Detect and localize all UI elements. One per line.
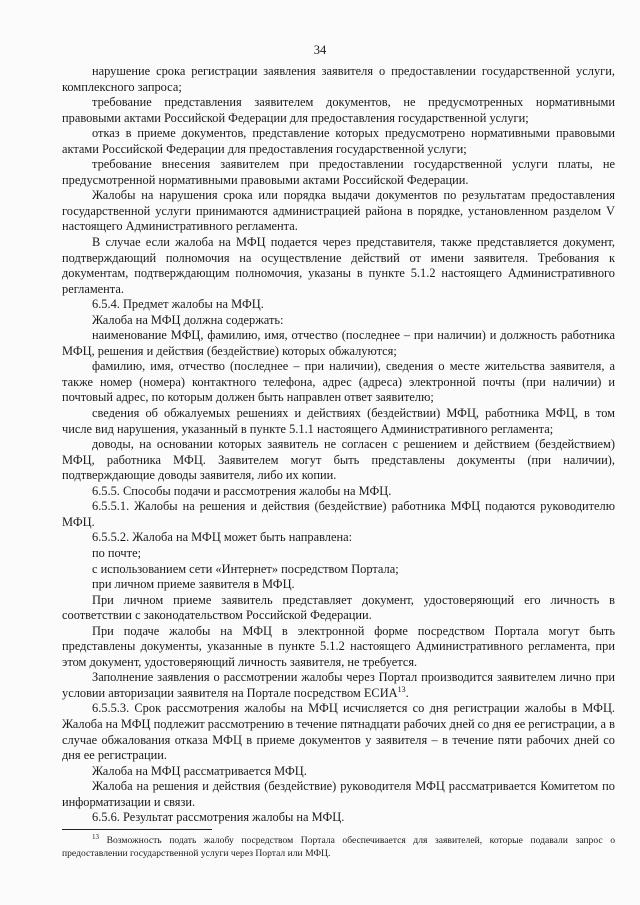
paragraph-text: Заполнение заявления о рассмотрении жалобы через Портал производится заявителем лично при условии авторизации заявителя на Портале посредством ЕСИА xyxy=(62,670,615,700)
section-heading: 6.5.4. Предмет жалобы на МФЦ. xyxy=(92,297,264,312)
paragraph: сведения об обжалуемых решениях и действиях (бездействии) МФЦ, работника МФЦ, в том числе вид нарушения, указанный в пункте 5.1.1 настоящего Административного регламента; xyxy=(62,406,615,436)
paragraph: Жалоба на МФЦ рассматривается МФЦ. xyxy=(92,763,307,778)
paragraph: требование представления заявителем документов, не предусмотренных нормативными правовыми актами Российской Федерации для предоставления государственной услуги; xyxy=(62,95,615,125)
paragraph: При личном приеме заявитель представляет документ, удостоверяющий его личность в соответствии с законодательством Российской Федерации. xyxy=(62,592,615,623)
footnote-mark: 13 xyxy=(92,832,99,841)
page-number: 34 xyxy=(313,43,327,57)
paragraph: 6.5.5.2. Жалоба на МФЦ может быть направлена: xyxy=(92,530,353,545)
footnote-divider xyxy=(62,829,212,830)
list-item: по почте; xyxy=(92,545,142,560)
paragraph: требование внесения заявителем при предоставлении государственной услуги платы, не предусмотренной нормативными правовыми актами Российской Федерации. xyxy=(62,157,615,187)
list-item: при личном приеме заявителя в МФЦ. xyxy=(92,577,295,592)
paragraph: 6.5.5.1. Жалобы на решения и действия (бездействие) работника МФЦ подаются руководителю МФЦ. xyxy=(62,499,615,529)
section-heading: 6.5.6. Результат рассмотрения жалобы на МФЦ. xyxy=(92,810,345,825)
body-text xyxy=(62,64,615,826)
footnote-reference[interactable]: 13 xyxy=(397,684,406,694)
footnote-text: Возможность подать жалобу посредством Портала обеспечивается для заявителей, которые подавали запрос о предоставлении государственной услуги через Портал или МФЦ. xyxy=(62,835,615,859)
paragraph: При подаче жалобы на МФЦ в электронной форме посредством Портала могут быть представлены документы, указанные в пункте 5.1.2 настоящего Административного регламента, при этом документ, удостоверяющий личность заявителя, не требуется. xyxy=(62,623,615,669)
paragraph: наименование МФЦ, фамилию, имя, отчество (последнее – при наличии) и должность работника МФЦ, решения и действия (бездействие) которых обжалуются; xyxy=(62,328,615,358)
section-heading: 6.5.5. Способы подачи и рассмотрения жалобы на МФЦ. xyxy=(92,483,392,498)
paragraph: 6.5.5.3. Срок рассмотрения жалобы на МФЦ исчисляется со дня регистрации жалобы в МФЦ. Жалоба на МФЦ подлежит рассмотрению в течение пятнадцати рабочих дней со дня ее регистрации, а в случае обжалования отказа МФЦ в приеме документов у заявителя – в течение пяти рабочих дней со дня ее регистрации. xyxy=(62,701,615,763)
paragraph: доводы, на основании которых заявитель не согласен с решением и действием (бездействием) МФЦ, работника МФЦ. Заявителем могут быть представлены документы (при наличии), подтверждающие доводы заявителя, либо их копии. xyxy=(62,437,615,483)
paragraph: фамилию, имя, отчество (последнее – при наличии), сведения о месте жительства заявителя, а также номер (номера) контактного телефона, адрес (адреса) электронной почты (при наличии) и почтовый адрес, по которым должен быть направлен ответ заявителю; xyxy=(62,359,615,405)
paragraph: В случае если жалоба на МФЦ подается через представителя, также представляется документ, подтверждающий полномочия на осуществление действий от имени заявителя. Требования к документам, подтверждающим полномочия, указаны в пункте 5.1.2 настоящего Административного регламента. xyxy=(62,235,615,296)
footnote xyxy=(62,834,615,860)
paragraph-end-punctuation: . xyxy=(405,685,409,700)
paragraph-with-footnote xyxy=(62,670,615,701)
paragraph: нарушение срока регистрации заявления заявителя о предоставлении государственной услуги, комплексного запроса; xyxy=(62,64,615,94)
paragraph: Жалобы на нарушения срока или порядка выдачи документов по результатам предоставления государственной услуги принимаются администрацией района в порядке, установленном разделом V настоящего Административного регламента. xyxy=(62,188,615,234)
list-item: с использованием сети «Интернет» посредством Портала; xyxy=(92,561,399,576)
paragraph: отказ в приеме документов, представление которых предусмотрено нормативными правовыми актами Российской Федерации для предоставления государственной услуги; xyxy=(62,126,615,156)
paragraph: Жалоба на решения и действия (бездействие) руководителя МФЦ рассматривается Комитетом по информатизации и связи. xyxy=(62,779,615,809)
paragraph: Жалоба на МФЦ должна содержать: xyxy=(92,312,284,327)
